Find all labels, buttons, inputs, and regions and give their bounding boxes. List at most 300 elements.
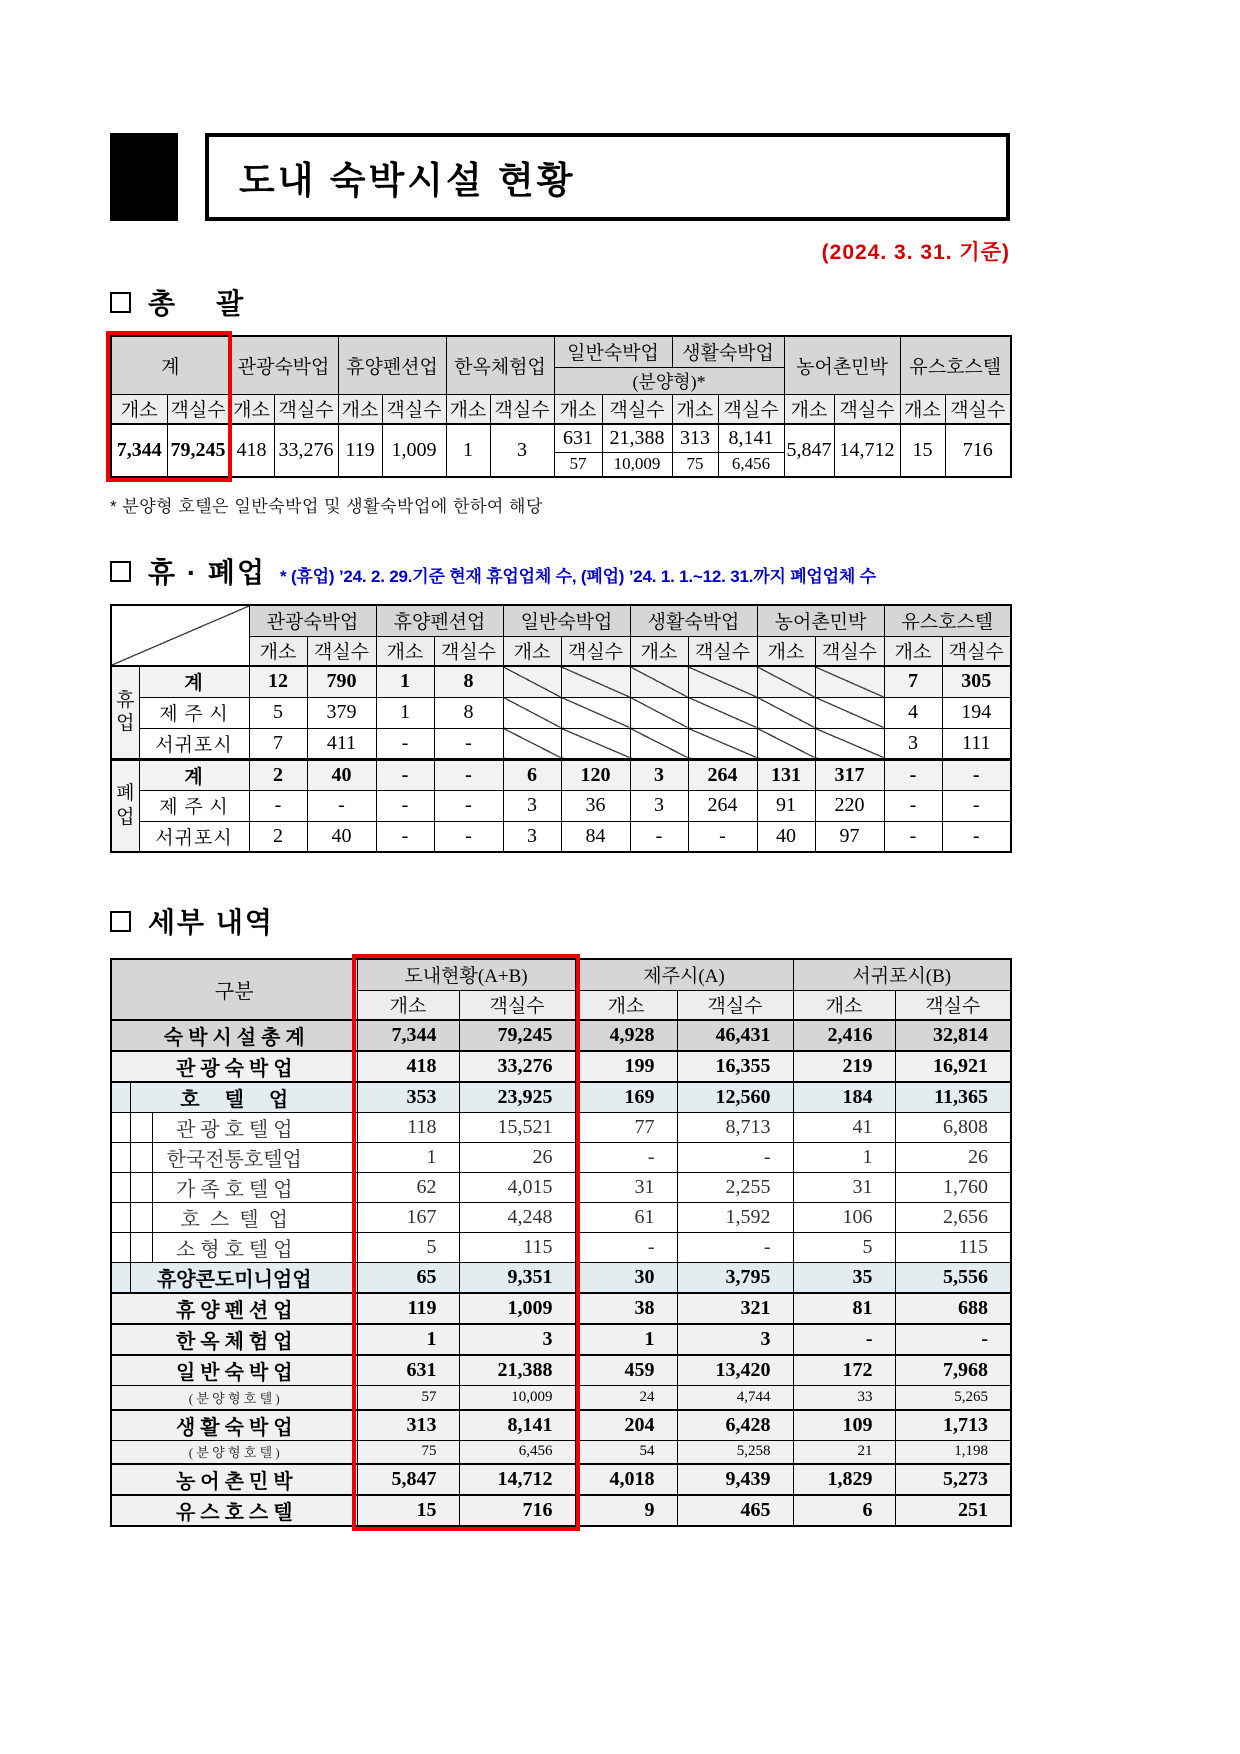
overview-value: 14,712: [834, 424, 900, 477]
detail-value: 31: [793, 1173, 895, 1203]
detail-value: 184: [793, 1082, 895, 1113]
overview-bunyang-value: 6,456: [718, 452, 784, 477]
closure-value: [688, 728, 757, 759]
closure-value: [757, 728, 815, 759]
detail-value: -: [575, 1143, 677, 1173]
detail-row: [111, 1324, 1011, 1355]
detail-table: [110, 958, 1012, 1527]
detail-value: 8,141: [459, 1410, 575, 1441]
detail-value: -: [677, 1143, 793, 1173]
detail-value: 61: [575, 1203, 677, 1233]
detail-value: 2,416: [793, 1020, 895, 1051]
detail-value: 115: [459, 1233, 575, 1263]
detail-value: 13,420: [677, 1355, 793, 1386]
detail-value: 5,556: [895, 1263, 1011, 1294]
closure-value: 6: [503, 759, 561, 790]
detail-heading: 세부 내역: [148, 907, 274, 938]
closure-value: 1: [376, 666, 434, 697]
closure-value: 120: [561, 759, 630, 790]
detail-row-label: 일 반 숙 박 업: [111, 1355, 357, 1386]
title-accent-block: [110, 133, 178, 221]
overview-subheader: 개소: [229, 394, 274, 424]
closure-value: [630, 728, 688, 759]
detail-value: 313: [357, 1410, 459, 1441]
detail-value: -: [575, 1233, 677, 1263]
detail-value: 2,656: [895, 1203, 1011, 1233]
overview-subheader: 개소: [672, 394, 718, 424]
detail-value: 219: [793, 1051, 895, 1082]
detail-row: [111, 1020, 1011, 1051]
overview-table-wrap: [110, 335, 1010, 478]
col-rural-minbak: 농어촌민박: [757, 605, 884, 636]
closure-value: -: [376, 821, 434, 852]
closure-subheader: 객실수: [561, 636, 630, 666]
detail-value: 23,925: [459, 1082, 575, 1113]
closure-table: [110, 604, 1012, 853]
detail-value: 57: [357, 1386, 459, 1410]
closure-value: -: [376, 759, 434, 790]
closure-heading: 휴 · 폐업: [148, 557, 267, 588]
overview-subheader: 개소: [446, 394, 490, 424]
closure-region-label: 계: [139, 759, 249, 790]
detail-value: 75: [357, 1440, 459, 1464]
square-bullet-icon: [110, 561, 131, 582]
detail-value: 9,439: [677, 1464, 793, 1495]
detail-value: 321: [677, 1293, 793, 1324]
closure-header-row: [111, 605, 1011, 636]
detail-value: 38: [575, 1293, 677, 1324]
col-province-total: 도내현황(A+B): [357, 959, 575, 990]
detail-subheader: 개소: [357, 990, 459, 1020]
closure-value: -: [942, 821, 1011, 852]
detail-row-label: 생 활 숙 박 업: [111, 1410, 357, 1441]
detail-value: 5,265: [895, 1386, 1011, 1410]
diagonal-corner-cell: [111, 605, 249, 666]
square-bullet-icon: [110, 292, 131, 313]
closure-value: -: [307, 790, 376, 821]
closure-value: [757, 697, 815, 728]
detail-value: 5,847: [357, 1464, 459, 1495]
detail-value: 77: [575, 1113, 677, 1143]
detail-value: 459: [575, 1355, 677, 1386]
closure-value: [561, 728, 630, 759]
closure-value: -: [249, 790, 307, 821]
detail-row-label: 휴 양 펜 션 업: [111, 1293, 357, 1324]
closure-value: 8: [434, 666, 503, 697]
page-title: 도내 숙박시설 현황: [239, 160, 576, 201]
detail-row: [111, 1203, 1011, 1233]
detail-row: [111, 1143, 1011, 1173]
closure-group-label: 폐 업: [111, 759, 139, 852]
closure-value: -: [434, 759, 503, 790]
closure-value: -: [884, 821, 942, 852]
closure-value: 264: [688, 790, 757, 821]
closure-value: 7: [249, 728, 307, 759]
closure-value: 8: [434, 697, 503, 728]
closure-region-label: 제 주 시: [139, 697, 249, 728]
col-tourist-lodging: 관광숙박업: [249, 605, 376, 636]
closure-value: 3: [630, 790, 688, 821]
closure-row: [111, 759, 1011, 790]
closure-region-label: 제 주 시: [139, 790, 249, 821]
closure-value: 131: [757, 759, 815, 790]
overview-subheader: 객실수: [718, 394, 784, 424]
detail-row-label: 가 족 호 텔 업: [111, 1173, 357, 1203]
overview-value: 21,388: [602, 424, 672, 452]
detail-value: 1: [575, 1324, 677, 1355]
detail-subheader: 개소: [575, 990, 677, 1020]
detail-value: 3: [459, 1324, 575, 1355]
closure-row: [111, 666, 1011, 697]
detail-row-label: 유 스 호 스 텔: [111, 1495, 357, 1526]
detail-row-label: 휴양콘도미니엄업: [111, 1263, 357, 1294]
closure-value: [757, 666, 815, 697]
detail-value: 35: [793, 1263, 895, 1294]
overview-bunyang-value: 57: [554, 452, 602, 477]
detail-value: 32,814: [895, 1020, 1011, 1051]
detail-value: 4,248: [459, 1203, 575, 1233]
detail-value: -: [793, 1324, 895, 1355]
detail-value: 4,744: [677, 1386, 793, 1410]
closure-value: 36: [561, 790, 630, 821]
overview-value: 119: [338, 424, 382, 477]
detail-value: 10,009: [459, 1386, 575, 1410]
detail-value: 172: [793, 1355, 895, 1386]
closure-value: 411: [307, 728, 376, 759]
detail-value: 109: [793, 1410, 895, 1441]
detail-value: 7,344: [357, 1020, 459, 1051]
detail-value: 4,018: [575, 1464, 677, 1495]
detail-value: 62: [357, 1173, 459, 1203]
closure-value: -: [942, 759, 1011, 790]
col-general-lodging: 일반숙박업: [503, 605, 630, 636]
detail-value: 6: [793, 1495, 895, 1526]
closure-value: [561, 697, 630, 728]
closure-value: 12: [249, 666, 307, 697]
overview-value: 313: [672, 424, 718, 452]
overview-value: 418: [229, 424, 274, 477]
overview-value: 716: [945, 424, 1011, 477]
detail-row: [111, 1113, 1011, 1143]
detail-value: 353: [357, 1082, 459, 1113]
detail-value: 3: [677, 1324, 793, 1355]
detail-value: 169: [575, 1082, 677, 1113]
closure-value: 40: [307, 759, 376, 790]
detail-value: 418: [357, 1051, 459, 1082]
detail-value: 8,713: [677, 1113, 793, 1143]
col-general-lodging: 일반숙박업: [554, 336, 672, 367]
detail-value: 1,829: [793, 1464, 895, 1495]
detail-value: 9: [575, 1495, 677, 1526]
closure-value: -: [942, 790, 1011, 821]
closure-value: [688, 697, 757, 728]
closure-value: -: [376, 728, 434, 759]
detail-value: 115: [895, 1233, 1011, 1263]
closure-value: 40: [757, 821, 815, 852]
detail-row: [111, 1263, 1011, 1294]
detail-row: [111, 1051, 1011, 1082]
detail-row-label: 농 어 촌 민 박: [111, 1464, 357, 1495]
detail-value: 688: [895, 1293, 1011, 1324]
detail-value: 5,273: [895, 1464, 1011, 1495]
closure-table-wrap: [110, 604, 1010, 853]
detail-row-label: 관 광 호 텔 업: [111, 1113, 357, 1143]
closure-value: 264: [688, 759, 757, 790]
title-block: [110, 133, 1010, 221]
col-seogwipo-city: 서귀포시(B): [793, 959, 1011, 990]
detail-row: [111, 1233, 1011, 1263]
detail-value: 11,365: [895, 1082, 1011, 1113]
detail-table-wrap: [110, 958, 1010, 1527]
detail-value: 118: [357, 1113, 459, 1143]
detail-value: 41: [793, 1113, 895, 1143]
detail-value: 15: [357, 1495, 459, 1526]
detail-row: [111, 1464, 1011, 1495]
detail-value: 26: [895, 1143, 1011, 1173]
closure-value: [815, 666, 884, 697]
closure-value: 2: [249, 759, 307, 790]
detail-value: 24: [575, 1386, 677, 1410]
detail-value: 21: [793, 1440, 895, 1464]
detail-value: 79,245: [459, 1020, 575, 1051]
overview-subheader: 개소: [111, 394, 167, 424]
closure-value: [630, 697, 688, 728]
overview-footnote: * 분양형 호텔은 일반숙박업 및 생활숙박업에 한하여 해당: [110, 497, 543, 516]
closure-value: [503, 728, 561, 759]
closure-value: 379: [307, 697, 376, 728]
closure-subheader: 객실수: [815, 636, 884, 666]
detail-value: 65: [357, 1263, 459, 1294]
closure-value: 1: [376, 697, 434, 728]
overview-subheader: 객실수: [274, 394, 338, 424]
detail-value: 1,198: [895, 1440, 1011, 1464]
detail-value: 16,921: [895, 1051, 1011, 1082]
overview-value: 79,245: [167, 424, 229, 477]
section-heading-overview: [110, 282, 1010, 322]
detail-row-label: 관 광 숙 박 업: [111, 1051, 357, 1082]
overview-value: 33,276: [274, 424, 338, 477]
detail-value: 26: [459, 1143, 575, 1173]
overview-bunyang-value: 75: [672, 452, 718, 477]
closure-row: [111, 821, 1011, 852]
detail-value: 716: [459, 1495, 575, 1526]
reference-date: (2024. 3. 31. 기준): [821, 241, 1010, 264]
closure-region-label: 서귀포시: [139, 821, 249, 852]
closure-subheader: 개소: [376, 636, 434, 666]
closure-value: -: [376, 790, 434, 821]
detail-value: 5: [357, 1233, 459, 1263]
detail-value: 31: [575, 1173, 677, 1203]
section-heading-detail: [110, 901, 1010, 941]
overview-subheader-row: [111, 394, 1011, 424]
overview-value: 631: [554, 424, 602, 452]
closure-value: [688, 666, 757, 697]
closure-value: [815, 697, 884, 728]
detail-header-row: [111, 959, 1011, 990]
detail-value: 1,592: [677, 1203, 793, 1233]
detail-subheader: 객실수: [895, 990, 1011, 1020]
closure-group-label: 휴 업: [111, 666, 139, 759]
closure-value: [815, 728, 884, 759]
detail-value: 33,276: [459, 1051, 575, 1082]
col-hanok-experience: 한옥체험업: [446, 336, 554, 394]
detail-row-label: 호 스 텔 업: [111, 1203, 357, 1233]
detail-row: [111, 1293, 1011, 1324]
detail-value: 167: [357, 1203, 459, 1233]
detail-value: 631: [357, 1355, 459, 1386]
detail-value: 30: [575, 1263, 677, 1294]
overview-value: 1: [446, 424, 490, 477]
overview-subheader: 개소: [900, 394, 945, 424]
detail-row-label: 한국전통호텔업: [111, 1143, 357, 1173]
closure-value: -: [688, 821, 757, 852]
detail-row: [111, 1440, 1011, 1464]
detail-value: 81: [793, 1293, 895, 1324]
detail-value: 12,560: [677, 1082, 793, 1113]
overview-subheader: 객실수: [490, 394, 554, 424]
closure-value: -: [884, 790, 942, 821]
overview-table: [110, 335, 1012, 478]
detail-row-label: 숙 박 시 설 총 계: [111, 1020, 357, 1051]
overview-subheader: 객실수: [602, 394, 672, 424]
closure-subheader: 개소: [630, 636, 688, 666]
closure-value: 305: [942, 666, 1011, 697]
closure-subheader: 객실수: [942, 636, 1011, 666]
detail-value: 199: [575, 1051, 677, 1082]
section-heading-closure: [110, 551, 1010, 591]
detail-row: [111, 1173, 1011, 1203]
closure-note: * (휴업) ’24. 2. 29.기준 현재 휴업업체 수, (폐업) ’24. 1. 1.~12. 31.까지 폐업업체 수: [280, 566, 876, 586]
overview-value: 5,847: [784, 424, 834, 477]
closure-value: [503, 666, 561, 697]
detail-value: 33: [793, 1386, 895, 1410]
closure-value: 194: [942, 697, 1011, 728]
closure-value: [561, 666, 630, 697]
closure-value: 2: [249, 821, 307, 852]
overview-value: 8,141: [718, 424, 784, 452]
detail-value: -: [677, 1233, 793, 1263]
detail-value: 1,009: [459, 1293, 575, 1324]
overview-value: 1,009: [382, 424, 446, 477]
detail-value: 5: [793, 1233, 895, 1263]
col-rural-minbak: 농어촌민박: [784, 336, 900, 394]
detail-value: 16,355: [677, 1051, 793, 1082]
closure-value: -: [434, 790, 503, 821]
overview-data-row: [111, 424, 1011, 452]
col-youth-hostel: 유스호스텔: [900, 336, 1011, 394]
closure-value: [630, 666, 688, 697]
detail-value: 6,428: [677, 1410, 793, 1441]
overview-value: 3: [490, 424, 554, 477]
detail-value: 46,431: [677, 1020, 793, 1051]
detail-value: 21,388: [459, 1355, 575, 1386]
detail-value: 1,760: [895, 1173, 1011, 1203]
overview-subheader: 객실수: [167, 394, 229, 424]
detail-value: 54: [575, 1440, 677, 1464]
detail-row-label: ( 분 양 형 호 텔 ): [111, 1440, 357, 1464]
overview-value: 7,344: [111, 424, 167, 477]
detail-row: [111, 1082, 1011, 1113]
closure-subheader: 객실수: [434, 636, 503, 666]
closure-value: [503, 697, 561, 728]
col-youth-hostel: 유스호스텔: [884, 605, 1011, 636]
col-living-lodging: 생활숙박업: [630, 605, 757, 636]
detail-row: [111, 1495, 1011, 1526]
overview-bunyang-value: 10,009: [602, 452, 672, 477]
overview-heading: 총 괄: [148, 288, 246, 319]
closure-value: 3: [630, 759, 688, 790]
detail-subheader: 객실수: [677, 990, 793, 1020]
overview-subheader: 개소: [554, 394, 602, 424]
closure-value: 84: [561, 821, 630, 852]
closure-region-label: 계: [139, 666, 249, 697]
detail-value: 1: [357, 1143, 459, 1173]
detail-value: 7,968: [895, 1355, 1011, 1386]
detail-value: 3,795: [677, 1263, 793, 1294]
detail-row-label: ( 분 양 형 호 텔 ): [111, 1386, 357, 1410]
closure-value: -: [630, 821, 688, 852]
detail-row: [111, 1410, 1011, 1441]
detail-value: 204: [575, 1410, 677, 1441]
closure-subheader: 개소: [884, 636, 942, 666]
detail-value: 4,015: [459, 1173, 575, 1203]
detail-value: 119: [357, 1293, 459, 1324]
title-box: [205, 133, 1010, 221]
detail-value: 4,928: [575, 1020, 677, 1051]
detail-value: 6,456: [459, 1440, 575, 1464]
closure-value: 317: [815, 759, 884, 790]
col-living-lodging: 생활숙박업: [672, 336, 784, 367]
col-total: 계: [111, 336, 229, 394]
closure-value: 3: [503, 790, 561, 821]
closure-value: -: [884, 759, 942, 790]
overview-subheader: 객실수: [382, 394, 446, 424]
detail-value: 6,808: [895, 1113, 1011, 1143]
overview-subheader: 개소: [784, 394, 834, 424]
detail-value: -: [895, 1324, 1011, 1355]
detail-value: 5,258: [677, 1440, 793, 1464]
detail-value: 1: [793, 1143, 895, 1173]
detail-row-label: 호 텔 업: [111, 1082, 357, 1113]
detail-row: [111, 1355, 1011, 1386]
detail-row: [111, 1386, 1011, 1410]
overview-subheader: 객실수: [945, 394, 1011, 424]
closure-row: [111, 728, 1011, 759]
closure-value: -: [434, 821, 503, 852]
closure-value: 790: [307, 666, 376, 697]
closure-value: 7: [884, 666, 942, 697]
closure-subheader: 개소: [503, 636, 561, 666]
closure-value: 5: [249, 697, 307, 728]
closure-value: 4: [884, 697, 942, 728]
detail-value: 14,712: [459, 1464, 575, 1495]
closure-row: [111, 697, 1011, 728]
col-recreation-pension: 휴양펜션업: [376, 605, 503, 636]
square-bullet-icon: [110, 911, 131, 932]
detail-value: 1,713: [895, 1410, 1011, 1441]
col-jeju-city: 제주시(A): [575, 959, 793, 990]
detail-value: 251: [895, 1495, 1011, 1526]
col-recreation-pension: 휴양펜션업: [338, 336, 446, 394]
closure-value: 40: [307, 821, 376, 852]
closure-subheader: 개소: [249, 636, 307, 666]
col-category: 구분: [111, 959, 357, 1020]
detail-value: 106: [793, 1203, 895, 1233]
bunyang-header: (분양형)*: [554, 367, 784, 394]
col-tourist-lodging: 관광숙박업: [229, 336, 338, 394]
closure-value: 91: [757, 790, 815, 821]
closure-subheader: 개소: [757, 636, 815, 666]
